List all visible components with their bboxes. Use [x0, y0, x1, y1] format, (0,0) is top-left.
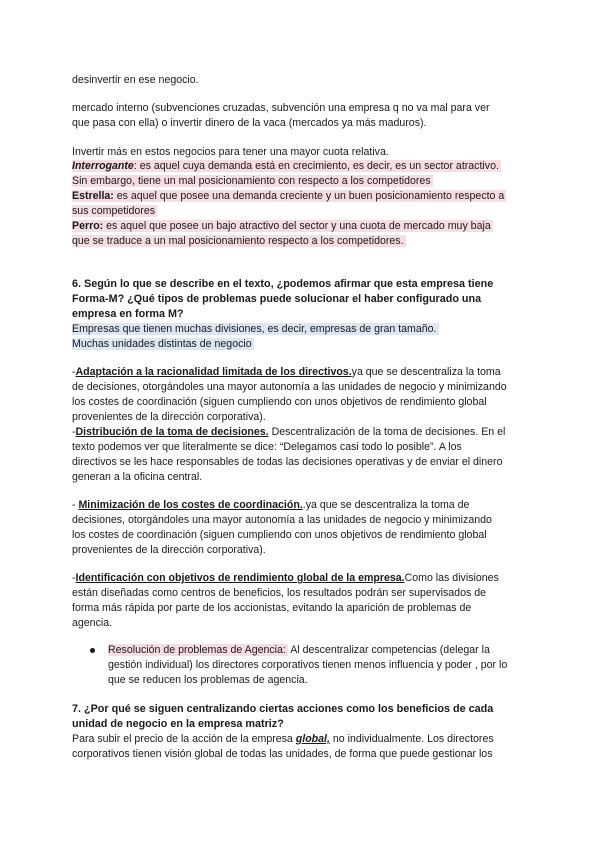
text-line: que pasa con ella) o invertir dinero de la vaca (mercados ya más maduros). [72, 117, 427, 129]
emphasis-global: global, [295, 733, 330, 745]
text-line [72, 174, 433, 188]
definition-text: es aquel que posee una demanda creciente y un buen posicionamiento respecto a [113, 190, 505, 202]
text-line: Invertir más en estos negocios para tener una mayor cuota relativa. [72, 146, 389, 158]
definition-interrogante [72, 159, 501, 173]
highlighted-text: sus competidores [72, 205, 156, 217]
text-line: agencia. [72, 617, 113, 629]
text: Al descentralizar competencias (delegar la [287, 644, 490, 656]
answer-line [72, 732, 494, 746]
highlighted-text: que se traduce a un mal posicionamiento respecto a los competidores. [72, 235, 404, 247]
definition-estrella [72, 189, 506, 203]
text-line: están diseñadas como centros de beneficios, los resultados podrán ser supervisados de [72, 587, 486, 599]
term-interrogante: Interrogante [72, 160, 134, 172]
point-distribucion [72, 425, 505, 439]
heading-distribucion: Distribución de la toma de decisiones. [75, 426, 269, 438]
dash: - [72, 366, 76, 378]
definition-perro [72, 219, 493, 233]
text-line: forma más rápida por parte de los accionistas, evitando la aparición de problemas de [72, 602, 472, 614]
text-line [72, 234, 406, 248]
text: Como las divisiones [404, 572, 499, 584]
term-estrella: Estrella: [72, 190, 114, 202]
text-line: los costes de coordinación (siguen cumpliendo con unos objetivos de rendimiento global [72, 529, 487, 541]
text-line: corporativos tienen visión global de todas las unidades, de forma que puede gestionar los [72, 748, 493, 760]
question-6: empresa en forma M? [72, 308, 184, 320]
term-perro: Perro: [72, 220, 104, 232]
dash: - [72, 499, 79, 511]
question-7: unidad de negocio en la empresa matriz? [72, 718, 284, 730]
text: Descentralización de la toma de decisiones. En el [268, 426, 506, 438]
point-adaptacion [72, 365, 501, 379]
text-line: decisiones, otorgándoles una mayor autonomía a las unidades de negocio y minimizando [72, 514, 492, 526]
answer-line [72, 337, 254, 351]
text-line: desinvertir en ese negocio. [72, 74, 199, 86]
bullet-icon [90, 648, 95, 653]
answer-line [72, 322, 439, 336]
text-line: texto podemos ver que literalmente se dice: “Delegamos casi todo lo posible”. A los [72, 441, 462, 453]
highlighted-term: Resolución de problemas de Agencia: [108, 644, 286, 656]
bullet-item-agencia [108, 643, 490, 657]
text: no individualmente. Los directores [329, 733, 494, 745]
heading-identificacion: Identificación con objetivos de rendimiento global de la empresa. [75, 572, 405, 584]
text-line: gestión individual) los directores corporativos tienen menos influencia y poder , por lo [108, 659, 508, 671]
text-line: directivos se les hace responsables de todas las decisiones operativas y de enviar el dinero [72, 456, 503, 468]
text-line: provenientes de la dirección corporativa). [72, 411, 266, 423]
text: .ya que se descentraliza la toma de [302, 499, 470, 511]
text-line [72, 204, 157, 218]
heading-minimizacion: Minimización de los costes de coordinación. [78, 499, 303, 511]
point-minimizacion [72, 498, 469, 512]
text: ya que se descentraliza la toma [351, 366, 501, 378]
text: Para subir el precio de la acción de la empresa [72, 733, 296, 745]
definition-text: es aquel que posee un bajo atractivo del sector y una cuota de mercado muy baja [103, 220, 491, 232]
highlighted-text: Sin embargo, tiene un mal posicionamiento con respecto a los competidores [72, 175, 431, 187]
text-line: mercado interno (subvenciones cruzadas, subvención una empresa q no va mal para ver [72, 102, 490, 114]
question-7: 7. ¿Por qué se siguen centralizando ciertas acciones como los beneficios de cada [72, 703, 494, 715]
definition-text: : es aquel cuya demanda está en crecimiento, es decir, es un sector atractivo. [133, 160, 499, 172]
question-6: 6. Según lo que se describe en el texto, ¿podemos afirmar que esta empresa tiene [72, 278, 494, 290]
highlighted-text: Empresas que tienen muchas divisiones, es decir, empresas de gran tamaño. [72, 323, 437, 335]
text-line: los costes de coordinación (siguen cumpliendo con unos objetivos de rendimiento global [72, 396, 487, 408]
highlighted-text: Muchas unidades distintas de negocio [72, 338, 252, 350]
dash: - [72, 426, 76, 438]
text-line: que se reducen los problemas de agencia. [108, 674, 308, 686]
question-6: Forma-M? ¿Qué tipos de problemas puede solucionar el haber configurado una [72, 293, 482, 305]
dash: - [72, 572, 76, 584]
text-line: provenientes de la dirección corporativa). [72, 544, 266, 556]
text-line: generan a la oficina central. [72, 471, 203, 483]
heading-adaptacion: Adaptación a la racionalidad limitada de los directivos. [75, 366, 352, 378]
text-line: de decisiones, otorgándoles una mayor autonomía a las unidades de negocio y minimizando [72, 381, 507, 393]
point-identificacion [72, 571, 499, 585]
